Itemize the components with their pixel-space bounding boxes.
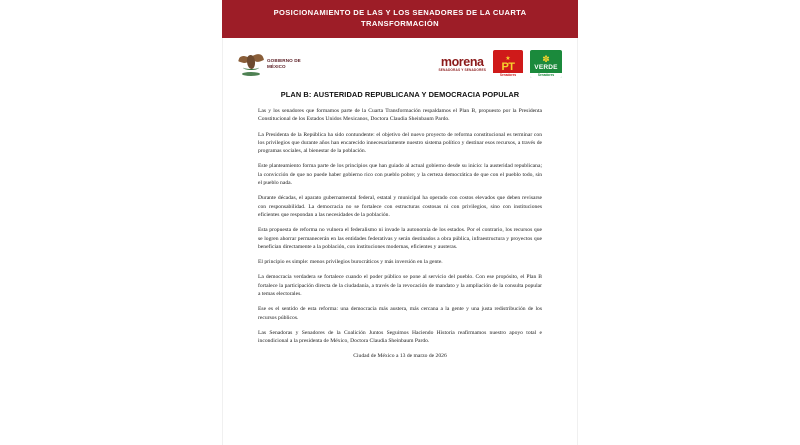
paragraph: Las Senadoras y Senadores de la Coalición Juntos Seguimos Haciendo Historia reafirmamos nuestro apoyo total e incondicional a la presidenta de México, Doctora Claudia Sheinbaum Pardo. [258,329,542,345]
paragraph: La democracia verdadera se fortalece cuando el poder público se pone al servicio del pueblo. Con ese propósito, el Plan B fortalece la participación directa de la ciudadanía, a través de la revocación de mandato y la ampliación de la consulta popular a temas electorales. [258,274,542,298]
logos-row [222,40,578,84]
paragraph: Las y los senadores que formamos parte de la Cuarta Transformación respaldamos el Plan B, propuesto por la Presidenta Constitucional de los Estados Unidos Mexicanos, Doctora Claudia Sheinbaum Pardo. [258,108,542,123]
paragraph: Este planteamiento forma parte de los principios que han guiado al actual gobierno desde su inicio: la austeridad republicana; la convicción de que no puede haber gobierno rico con pueblo pobre; y la certeza democrática de que con el pueblo todo, sin el pueblo nada. [258,163,542,187]
party-logos [439,50,563,78]
header-banner [222,0,578,38]
pt-caption: Senadores [493,73,523,78]
document-title: PLAN B: AUSTERIDAD REPUBLICANA Y DEMOCRACIA POPULAR [280,90,520,99]
verde-logo [530,50,562,78]
morena-wordmark: morena [440,54,484,69]
star-icon: ★ [505,56,511,62]
paragraph: El principio es simple: menos privilegios burocráticos y más inversión en la gente. [258,259,443,266]
morena-logo [439,56,487,73]
pt-wordmark: PT [501,61,515,73]
government-logo-caption: GOBIERNO DE MÉXICO [267,58,301,69]
government-logo [238,51,309,77]
paragraph: La Presidenta de la República ha sido contundente: el objetivo del nuevo proyecto de reforma constitucional es terminar con los privilegios que durante años han encarecido innecesariamente nuestro sistema político y destinar esos recursos, a través de programas sociales, al bienestar de la población. [258,131,542,155]
paragraph: Ese es el sentido de esta reforma: una democracia más austera, más cercana a la gente y una justa redistribución de los recursos públicos. [258,306,542,321]
pt-logo [493,50,523,78]
paragraph: Esta propuesta de reforma no vulnera el federalismo ni invade la autonomía de los estados. Por el contrario, los recursos que se logren ahorrar permanecerán en las entidades federativas y serán destinados a obra pública, infraestructura y proyectos que benefician directamente a la población, con instituciones modernas, eficientes y austeras. [258,227,542,250]
verde-wordmark: VERDE [534,64,558,71]
verde-caption: Senadores [530,73,562,78]
header-title: POSICIONAMIENTO DE LAS Y LOS SENADORES DE LA CUARTA TRANSFORMACIÓN [273,7,527,28]
document-sheet [222,0,578,445]
bird-icon: ✽ [542,54,550,64]
morena-subtitle: SENADORAS Y SENADORES [438,68,486,73]
document-body [222,107,578,359]
document-closing-line: Ciudad de México a 13 de marzo de 2026 [353,352,447,359]
paragraph: Durante décadas, el aparato gubernamental federal, estatal y municipal ha operado con costos elevados que deben revisarse con responsabilidad. La democracia no se fortalece con estructuras costosas ni con privilegios, sino con instituciones eficientes que respondan a las necesidades de la población. [258,195,542,218]
mexican-eagle-emblem-icon [238,51,264,77]
